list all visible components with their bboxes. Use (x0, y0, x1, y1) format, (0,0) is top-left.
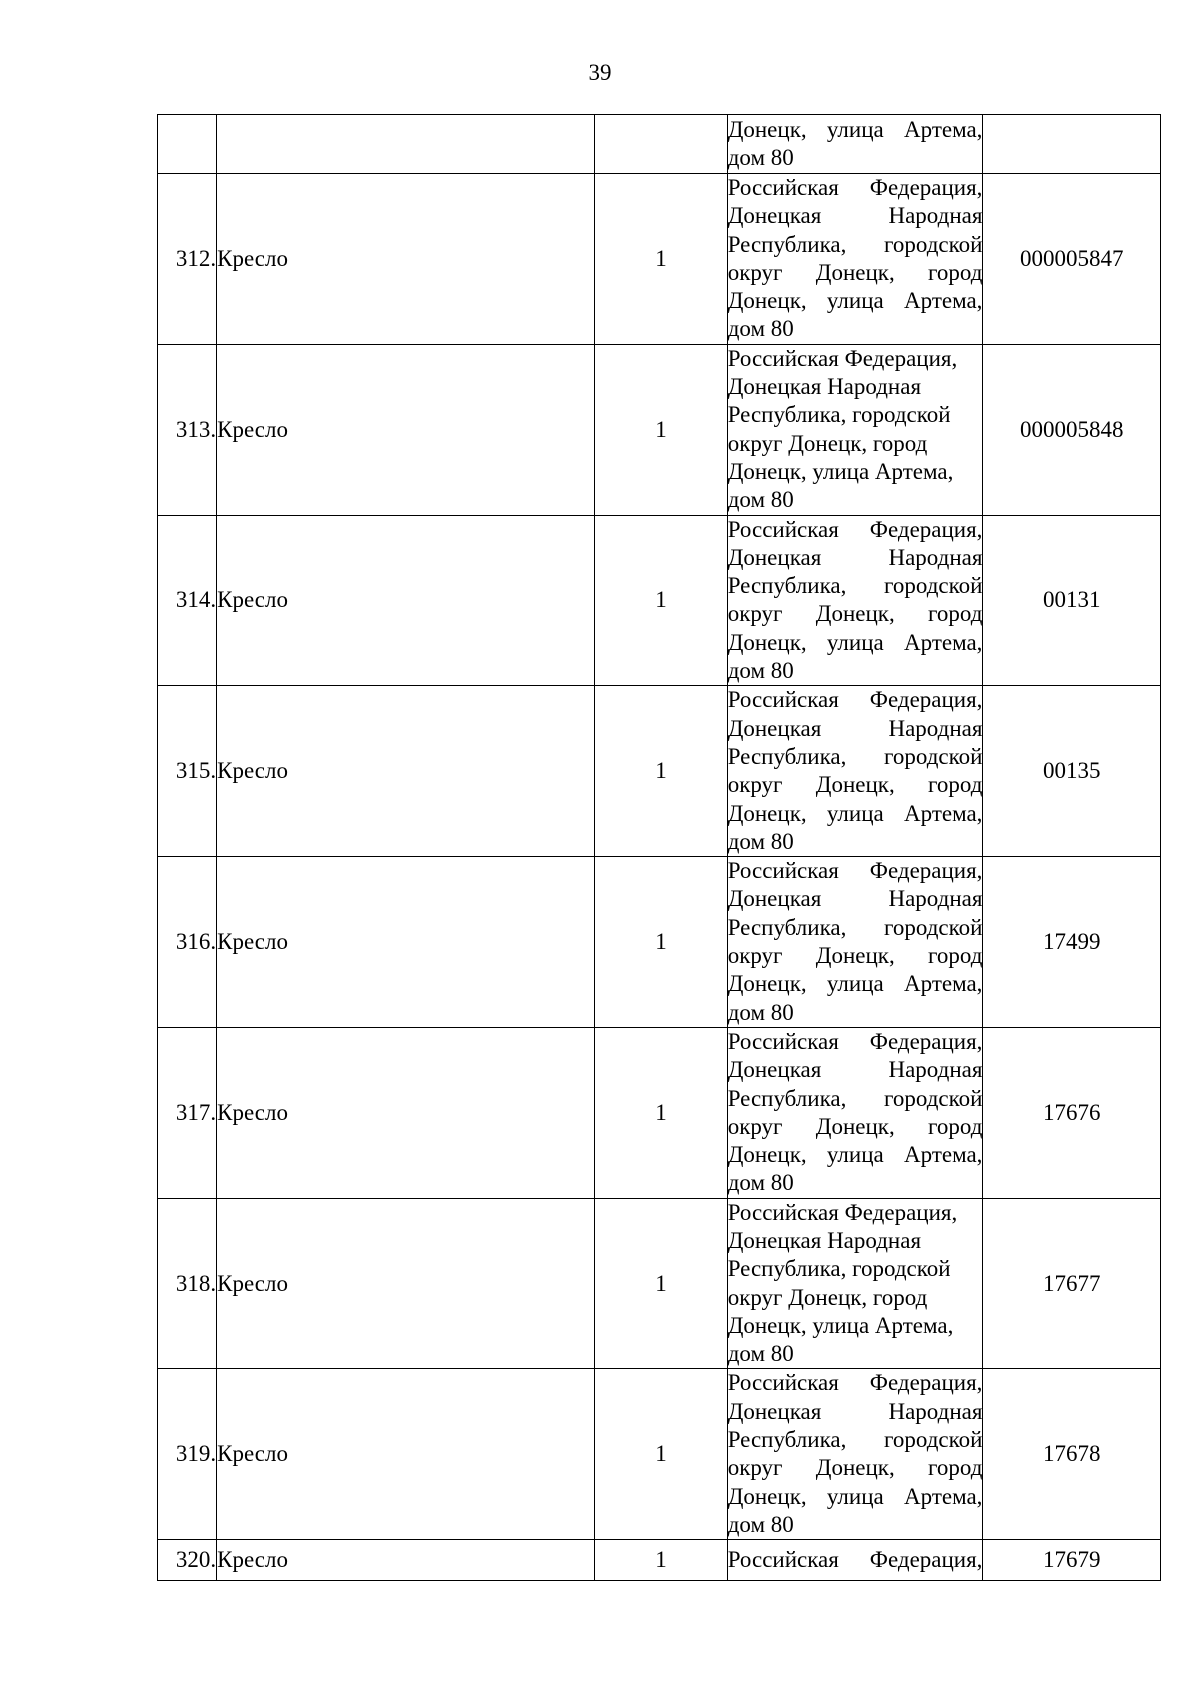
item-name-cell: Кресло (217, 1198, 595, 1369)
quantity-cell: 1 (595, 686, 727, 857)
address-line: Донецкая Народная (727, 544, 983, 570)
address-cell (727, 1369, 983, 1540)
address-line: дом 80 (727, 1170, 794, 1196)
table-row (158, 174, 1161, 345)
quantity-cell: 1 (595, 1369, 727, 1540)
address-line: Донецк, улица Артема, (727, 458, 954, 484)
address-cell (727, 344, 983, 515)
row-number-cell: 320. (158, 1540, 217, 1581)
address-line: Донецк, улица Артема, (727, 116, 983, 142)
row-number-cell: 317. (158, 1027, 217, 1198)
inventory-number-cell: 000005847 (983, 174, 1161, 345)
page-number: 39 (588, 60, 612, 85)
item-name-cell: Кресло (217, 1027, 595, 1198)
address-line: дом 80 (727, 487, 794, 513)
inventory-number-cell: 17679 (983, 1540, 1161, 1581)
item-name-cell: Кресло (217, 515, 595, 686)
address-line: округ Донецк, город (727, 430, 928, 456)
table-row (158, 1369, 1161, 1540)
address-line: дом 80 (727, 828, 794, 854)
address-cell (727, 686, 983, 857)
address-line: Донецк, улица Артема, (727, 971, 983, 997)
item-name-cell: Кресло (217, 1540, 595, 1581)
quantity-cell: 1 (595, 1027, 727, 1198)
inventory-table (157, 114, 1161, 1581)
inventory-number-cell: 17676 (983, 1027, 1161, 1198)
quantity-cell: 1 (595, 344, 727, 515)
table-row (158, 115, 1161, 174)
row-number-cell: 318. (158, 1198, 217, 1369)
row-number-cell: 314. (158, 515, 217, 686)
address-line: Донецкая Народная (727, 886, 983, 912)
inventory-table-body (158, 115, 1161, 1581)
address-line: Российская Федерация, (727, 516, 983, 542)
address-line: Российская Федерация, (727, 345, 958, 371)
item-name-cell: Кресло (217, 1369, 595, 1540)
address-line: Донецкая Народная (727, 374, 922, 400)
table-row (158, 1027, 1161, 1198)
table-row (158, 515, 1161, 686)
address-cell (727, 1198, 983, 1369)
item-name-cell (217, 115, 595, 174)
address-line: Донецк, улица Артема, (727, 800, 983, 826)
quantity-cell: 1 (595, 515, 727, 686)
table-row (158, 1198, 1161, 1369)
row-number-cell: 312. (158, 174, 217, 345)
table-row (158, 1540, 1161, 1581)
address-cell (727, 857, 983, 1028)
row-number-cell: 316. (158, 857, 217, 1028)
address-line: Российская Федерация, (727, 687, 983, 713)
inventory-number-cell: 00135 (983, 686, 1161, 857)
address-line: округ Донецк, город (727, 1455, 983, 1481)
quantity-cell: 1 (595, 1198, 727, 1369)
address-line: дом 80 (727, 1341, 794, 1367)
address-line: Республика, городской (727, 1085, 983, 1111)
address-line: Российская Федерация, (727, 1028, 983, 1054)
quantity-cell: 1 (595, 174, 727, 345)
address-line: Республика, городской (727, 743, 983, 769)
address-line: Донецкая Народная (727, 1227, 922, 1253)
row-number-cell: 315. (158, 686, 217, 857)
row-number-cell (158, 115, 217, 174)
item-name-cell: Кресло (217, 344, 595, 515)
quantity-cell (595, 115, 727, 174)
address-line: Российская Федерация, (727, 175, 983, 200)
inventory-number-cell: 17678 (983, 1369, 1161, 1540)
address-cell (727, 174, 983, 345)
address-line: дом 80 (727, 145, 794, 170)
address-line: Республика, городской (727, 231, 983, 257)
address-line: Российская Федерация, (727, 1199, 958, 1225)
row-number-cell: 313. (158, 344, 217, 515)
quantity-cell: 1 (595, 857, 727, 1028)
address-line: дом 80 (727, 999, 794, 1025)
address-line: Республика, городской (727, 1427, 983, 1453)
address-line: Донецк, улица Артема, (727, 1483, 983, 1509)
address-line: Республика, городской (727, 573, 983, 599)
address-line: Донецкая Народная (727, 715, 983, 741)
address-line: округ Донецк, город (727, 259, 983, 285)
address-cell (727, 115, 983, 174)
address-line: Республика, городской (727, 1256, 951, 1282)
address-line: округ Донецк, город (727, 1113, 983, 1139)
inventory-number-cell: 000005848 (983, 344, 1161, 515)
address-line: Республика, городской (727, 402, 951, 428)
address-line: Донецкая Народная (727, 203, 983, 229)
address-line: Республика, городской (727, 914, 983, 940)
address-cell (727, 1540, 983, 1581)
inventory-number-cell (983, 115, 1161, 174)
address-line: Донецк, улица Артема, (727, 629, 983, 655)
table-row (158, 686, 1161, 857)
address-line: Донецкая Народная (727, 1398, 983, 1424)
table-row (158, 857, 1161, 1028)
address-line: Донецк, улица Артема, (727, 1312, 954, 1338)
address-cell (727, 1027, 983, 1198)
inventory-number-cell: 17499 (983, 857, 1161, 1028)
address-line: дом 80 (727, 316, 794, 342)
table-row (158, 344, 1161, 515)
address-line: дом 80 (727, 658, 794, 684)
address-line: Донецк, улица Артема, (727, 288, 983, 314)
item-name-cell: Кресло (217, 857, 595, 1028)
address-line: Российская Федерация, (727, 1370, 983, 1396)
address-line: Донецкая Народная (727, 1057, 983, 1083)
item-name-cell: Кресло (217, 174, 595, 345)
row-number-cell: 319. (158, 1369, 217, 1540)
address-line: дом 80 (727, 1511, 794, 1537)
address-line: округ Донецк, город (727, 943, 983, 969)
quantity-cell: 1 (595, 1540, 727, 1581)
address-line: округ Донецк, город (727, 1284, 928, 1310)
address-cell (727, 515, 983, 686)
inventory-number-cell: 00131 (983, 515, 1161, 686)
address-line: округ Донецк, город (727, 601, 983, 627)
item-name-cell: Кресло (217, 686, 595, 857)
inventory-number-cell: 17677 (983, 1198, 1161, 1369)
address-line: Российская Федерация, (727, 1547, 983, 1573)
address-line: Российская Федерация, (727, 858, 983, 884)
address-line: округ Донецк, город (727, 772, 983, 798)
address-line: Донецк, улица Артема, (727, 1142, 983, 1168)
